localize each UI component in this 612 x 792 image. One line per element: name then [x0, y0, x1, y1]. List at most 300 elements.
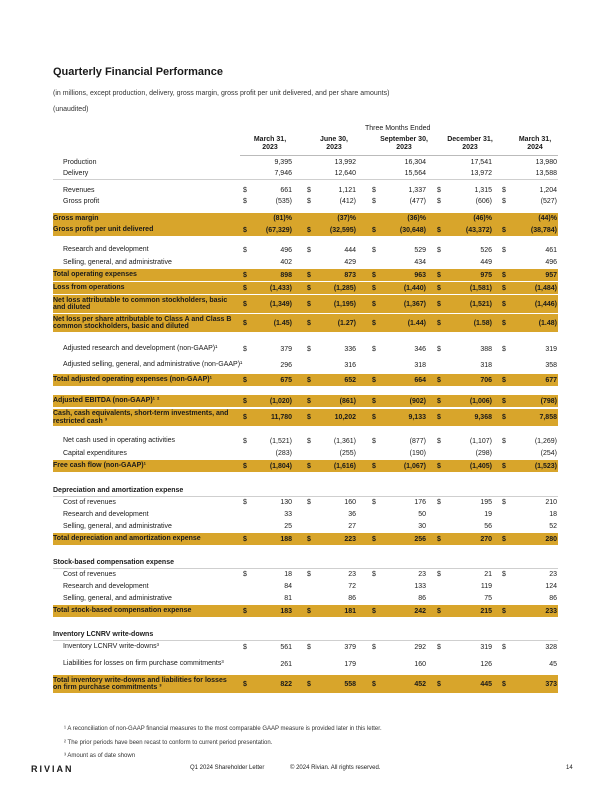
cell-value: (877)	[409, 437, 426, 445]
cell-value: 27	[348, 523, 356, 530]
cell-value: (861)	[339, 397, 356, 405]
cell-value: (902)	[409, 397, 426, 405]
cell-value: 319	[480, 643, 492, 651]
cell-value: 957	[545, 271, 557, 279]
table-row	[53, 168, 558, 180]
table-row	[53, 374, 558, 386]
cell-value: 160	[344, 499, 356, 506]
dollar-sign: $	[372, 414, 376, 421]
cell-value: (1,484)	[534, 284, 557, 292]
dollar-sign: $	[502, 187, 506, 194]
dollar-sign: $	[502, 397, 506, 405]
units-note: (in millions, except production, delivery, gross margin, gross profit per unit delivered, and per share amounts)	[53, 90, 390, 97]
cell-value: 558	[344, 680, 356, 688]
cell-value: 873	[344, 271, 356, 279]
cell-value: 292	[414, 643, 426, 651]
cell-value: (254)	[540, 450, 557, 457]
dollar-sign: $	[307, 680, 311, 688]
cell-value: 379	[344, 643, 356, 651]
dollar-sign: $	[243, 376, 247, 384]
dollar-sign: $	[307, 643, 311, 651]
dollar-sign: $	[502, 437, 506, 445]
cell-value: 13,588	[535, 170, 557, 177]
unaudited-note: (unaudited)	[53, 106, 89, 113]
cell-value: 256	[414, 535, 426, 543]
cell-value: (1,006)	[469, 397, 492, 405]
table-row	[53, 485, 558, 497]
cell-value: (283)	[275, 450, 292, 457]
table-row	[53, 295, 558, 313]
dollar-sign: $	[372, 226, 376, 234]
row-label: Research and development	[63, 510, 149, 518]
dollar-sign: $	[372, 198, 376, 205]
row-label: Adjusted selling, general, and administrative (non-GAAP)¹	[63, 361, 243, 369]
dollar-sign: $	[502, 376, 506, 384]
cell-value: 86	[549, 595, 557, 602]
dollar-sign: $	[437, 680, 441, 688]
row-label: Total inventory write-downs and liabilities for losses on firm purchase commitments ³	[53, 676, 227, 691]
dollar-sign: $	[307, 462, 311, 470]
cell-value: 496	[280, 246, 292, 254]
dollar-sign: $	[372, 535, 376, 543]
dollar-sign: $	[437, 462, 441, 470]
footer-letter: Q1 2024 Shareholder Letter	[190, 765, 265, 771]
row-label: Cost of revenues	[63, 570, 116, 578]
footer-copyright: © 2024 Rivian. All rights reserved.	[290, 765, 381, 771]
row-label: Total operating expenses	[53, 271, 137, 279]
cell-value: 215	[480, 607, 492, 615]
row-label: Adjusted research and development (non-GAAP)¹	[63, 345, 218, 353]
period-header: Three Months Ended	[365, 125, 431, 132]
cell-value: 130	[280, 499, 292, 506]
dollar-sign: $	[437, 643, 441, 651]
table-row	[53, 605, 558, 617]
dollar-sign: $	[243, 397, 247, 405]
cell-value: (1,269)	[534, 437, 557, 445]
table-row	[53, 509, 558, 520]
cell-value: (1,804)	[269, 462, 292, 470]
dollar-sign: $	[372, 319, 376, 327]
cell-value: 429	[344, 259, 356, 266]
cell-value: 675	[280, 376, 292, 384]
dollar-sign: $	[502, 680, 506, 688]
dollar-sign: $	[437, 376, 441, 384]
dollar-sign: $	[372, 376, 376, 384]
table-row	[53, 196, 558, 207]
row-label: Selling, general, and administrative	[63, 522, 172, 530]
dollar-sign: $	[243, 535, 247, 543]
cell-value: 7,858	[539, 414, 557, 421]
dollar-sign: $	[437, 226, 441, 234]
table-row	[53, 269, 558, 281]
dollar-sign: $	[307, 300, 311, 308]
dollar-sign: $	[372, 680, 376, 688]
dollar-sign: $	[372, 187, 376, 194]
dollar-sign: $	[502, 571, 506, 578]
dollar-sign: $	[502, 607, 506, 615]
cell-value: 358	[545, 361, 557, 369]
cell-value: (81)%	[273, 215, 292, 222]
cell-value: 210	[545, 499, 557, 506]
column-header: September 30, 2023	[380, 136, 428, 151]
cell-value: (255)	[339, 450, 356, 457]
row-label: Research and development	[63, 246, 149, 254]
cell-value: 133	[414, 583, 426, 590]
cell-value: 126	[480, 660, 492, 668]
table-row	[53, 395, 558, 407]
cell-value: (1.48)	[538, 319, 557, 327]
dollar-sign: $	[243, 680, 247, 688]
table-row	[53, 185, 558, 196]
row-label: Stock-based compensation expense	[53, 558, 174, 566]
cell-value: 13,980	[535, 159, 557, 166]
cell-value: (1,107)	[469, 437, 492, 445]
dollar-sign: $	[372, 284, 376, 292]
table-row	[53, 655, 558, 673]
table-row	[53, 521, 558, 532]
cell-value: (535)	[275, 198, 292, 205]
cell-value: 16,304	[404, 159, 426, 166]
cell-value: 13,992	[334, 159, 356, 166]
cell-value: (1.45)	[273, 319, 292, 327]
dollar-sign: $	[372, 607, 376, 615]
dollar-sign: $	[437, 246, 441, 254]
dollar-sign: $	[243, 414, 247, 421]
dollar-sign: $	[502, 226, 506, 234]
dollar-sign: $	[307, 187, 311, 194]
column-header: March 31, 2023	[253, 136, 287, 151]
dollar-sign: $	[243, 271, 247, 279]
column-header: December 31, 2023	[447, 136, 493, 151]
cell-value: 75	[484, 595, 492, 602]
cell-value: 179	[344, 660, 356, 668]
cell-value: 23	[418, 571, 426, 578]
cell-value: (1,440)	[403, 284, 426, 292]
cell-value: (1,523)	[534, 462, 557, 470]
cell-value: (46)%	[473, 215, 492, 222]
row-label: Production	[63, 158, 97, 166]
cell-value: 242	[414, 607, 426, 615]
cell-value: 319	[545, 345, 557, 353]
dollar-sign: $	[243, 226, 247, 234]
dollar-sign: $	[307, 376, 311, 384]
table-row	[53, 213, 558, 224]
rivian-logo: RIVIAN	[31, 764, 74, 774]
cell-value: 444	[344, 246, 356, 254]
cell-value: 21	[484, 571, 492, 578]
dollar-sign: $	[307, 535, 311, 543]
cell-value: 223	[344, 535, 356, 543]
column-header: March 31, 2024	[518, 136, 552, 151]
row-label: Net cash used in operating activities	[63, 437, 176, 445]
cell-value: 379	[280, 345, 292, 353]
dollar-sign: $	[243, 571, 247, 578]
cell-value: (1,349)	[269, 300, 292, 308]
cell-value: 10,202	[334, 414, 356, 421]
cell-value: 1,204	[539, 187, 557, 194]
cell-value: 86	[418, 595, 426, 602]
cell-value: 124	[545, 583, 557, 590]
row-label: Total adjusted operating expenses (non-GAAP)¹	[53, 376, 212, 384]
cell-value: (412)	[339, 198, 356, 205]
dollar-sign: $	[307, 499, 311, 506]
cell-value: 17,541	[470, 159, 492, 166]
dollar-sign: $	[243, 643, 247, 651]
cell-value: 270	[480, 535, 492, 543]
cell-value: 176	[414, 499, 426, 506]
cell-value: 1,315	[474, 187, 492, 194]
row-label: Delivery	[63, 169, 89, 177]
cell-value: (1,067)	[403, 462, 426, 470]
cell-value: (1.27)	[337, 319, 356, 327]
cell-value: (1,581)	[469, 284, 492, 292]
row-label: Adjusted EBITDA (non-GAAP)¹ ²	[53, 397, 160, 405]
cell-value: 402	[280, 259, 292, 266]
table-row	[53, 257, 558, 268]
dollar-sign: $	[502, 319, 506, 327]
cell-value: 318	[414, 361, 426, 369]
dollar-sign: $	[243, 198, 247, 205]
cell-value: (67,329)	[265, 226, 292, 234]
dollar-sign: $	[307, 345, 311, 353]
cell-value: 84	[284, 583, 292, 590]
cell-value: 233	[545, 607, 557, 615]
dollar-sign: $	[372, 462, 376, 470]
cell-value: 1,337	[408, 187, 426, 194]
row-label: Depreciation and amortization expense	[53, 486, 184, 494]
cell-value: 11,780	[270, 414, 292, 421]
cell-value: (527)	[540, 198, 557, 205]
dollar-sign: $	[243, 284, 247, 292]
cell-value: (1,433)	[269, 284, 292, 292]
cell-value: 296	[280, 361, 292, 369]
cell-value: 373	[545, 680, 557, 688]
cell-value: (1,521)	[469, 300, 492, 308]
table-row	[53, 533, 558, 545]
footnote-1: ¹ A reconciliation of non-GAAP financial measures to the most comparable GAAP measure is provided later in this letter.	[64, 726, 382, 732]
dollar-sign: $	[437, 437, 441, 445]
dollar-sign: $	[307, 198, 311, 205]
dollar-sign: $	[437, 607, 441, 615]
cell-value: 434	[414, 259, 426, 266]
table-row	[53, 497, 558, 508]
dollar-sign: $	[502, 643, 506, 651]
cell-value: 452	[414, 680, 426, 688]
dollar-sign: $	[372, 571, 376, 578]
row-label: Net loss attributable to common stockholders, basic and diluted	[53, 296, 228, 311]
cell-value: 52	[549, 523, 557, 530]
column-header: June 30, 2023	[319, 136, 348, 151]
table-row	[53, 358, 558, 372]
row-label: Inventory LCNRV write-downs	[53, 630, 154, 638]
cell-value: (1,616)	[333, 462, 356, 470]
dollar-sign: $	[307, 284, 311, 292]
cell-value: (1,361)	[333, 437, 356, 445]
table-row	[53, 244, 558, 256]
cell-value: 195	[480, 499, 492, 506]
cell-value: (1,521)	[269, 437, 292, 445]
cell-value: 461	[545, 246, 557, 254]
table-row	[53, 569, 558, 580]
dollar-sign: $	[502, 246, 506, 254]
footnote-2: ² The prior periods have been recast to conform to current period presentation.	[64, 740, 273, 746]
cell-value: 12,640	[334, 170, 356, 177]
cell-value: 316	[344, 361, 356, 369]
table-row	[53, 157, 558, 168]
table-row	[53, 581, 558, 592]
cell-value: 898	[280, 271, 292, 279]
cell-value: 23	[549, 571, 557, 578]
footnote-3: ³ Amount as of date shown	[64, 753, 136, 759]
cell-value: 160	[414, 660, 426, 668]
dollar-sign: $	[437, 499, 441, 506]
dollar-sign: $	[437, 271, 441, 279]
cell-value: 328	[545, 643, 557, 651]
cell-value: (1,446)	[534, 300, 557, 308]
table-row	[53, 448, 558, 459]
dollar-sign: $	[437, 319, 441, 327]
dollar-sign: $	[437, 345, 441, 353]
cell-value: 822	[280, 680, 292, 688]
cell-value: 13,972	[470, 170, 492, 177]
dollar-sign: $	[502, 345, 506, 353]
dollar-sign: $	[307, 319, 311, 327]
row-label: Inventory LCNRV write-downs³	[63, 643, 159, 651]
dollar-sign: $	[502, 300, 506, 308]
cell-value: 15,564	[404, 170, 426, 177]
dollar-sign: $	[307, 414, 311, 421]
cell-value: (38,784)	[530, 226, 557, 234]
row-label: Cost of revenues	[63, 498, 116, 506]
dollar-sign: $	[502, 499, 506, 506]
cell-value: (30,648)	[399, 226, 426, 234]
cell-value: (36)%	[407, 215, 426, 222]
row-label: Gross profit	[63, 197, 100, 205]
cell-value: 261	[280, 660, 292, 668]
cell-value: 336	[344, 345, 356, 353]
cell-value: 706	[480, 376, 492, 384]
cell-value: 388	[480, 345, 492, 353]
header-rule	[240, 155, 558, 156]
cell-value: 975	[480, 271, 492, 279]
cell-value: 50	[418, 511, 426, 518]
cell-value: 19	[484, 511, 492, 518]
cell-value: 346	[414, 345, 426, 353]
table-row	[53, 314, 558, 332]
cell-value: 181	[344, 607, 356, 615]
cell-value: 496	[545, 259, 557, 266]
cell-value: 18	[549, 511, 557, 518]
cell-value: 18	[284, 571, 292, 578]
cell-value: (606)	[475, 198, 492, 205]
dollar-sign: $	[307, 226, 311, 234]
row-label: Cash, cash equivalents, short-term investments, and restricted cash ³	[53, 410, 229, 425]
dollar-sign: $	[372, 300, 376, 308]
cell-value: (1.58)	[473, 319, 492, 327]
cell-value: (298)	[475, 450, 492, 457]
dollar-sign: $	[372, 643, 376, 651]
cell-value: (190)	[409, 450, 426, 457]
dollar-sign: $	[307, 607, 311, 615]
table-row	[53, 641, 558, 653]
dollar-sign: $	[502, 198, 506, 205]
cell-value: 7,946	[274, 170, 292, 177]
cell-value: 445	[480, 680, 492, 688]
cell-value: 526	[480, 246, 492, 254]
dollar-sign: $	[502, 462, 506, 470]
cell-value: 23	[348, 571, 356, 578]
row-label: Free cash flow (non-GAAP)¹	[53, 462, 146, 470]
dollar-sign: $	[307, 397, 311, 405]
cell-value: 183	[280, 607, 292, 615]
cell-value: (1.44)	[407, 319, 426, 327]
dollar-sign: $	[502, 271, 506, 279]
dollar-sign: $	[372, 437, 376, 445]
table-row	[53, 435, 558, 447]
dollar-sign: $	[372, 345, 376, 353]
dollar-sign: $	[372, 397, 376, 405]
dollar-sign: $	[307, 271, 311, 279]
cell-value: (1,367)	[403, 300, 426, 308]
table-row	[53, 629, 558, 641]
row-label: Capital expenditures	[63, 449, 127, 457]
cell-value: (1,195)	[333, 300, 356, 308]
row-label: Total depreciation and amortization expense	[53, 535, 201, 543]
cell-value: 72	[348, 583, 356, 590]
dollar-sign: $	[307, 246, 311, 254]
page-title: Quarterly Financial Performance	[53, 66, 223, 78]
cell-value: 9,395	[274, 159, 292, 166]
dollar-sign: $	[502, 414, 506, 421]
row-label: Gross profit per unit delivered	[53, 226, 154, 234]
cell-value: (1,285)	[333, 284, 356, 292]
cell-value: 661	[280, 187, 292, 194]
cell-value: 25	[284, 523, 292, 530]
dollar-sign: $	[243, 499, 247, 506]
row-label: Selling, general, and administrative	[63, 258, 172, 266]
cell-value: 963	[414, 271, 426, 279]
page-number: 14	[566, 765, 573, 771]
table-row	[53, 460, 558, 472]
cell-value: (477)	[409, 198, 426, 205]
table-row	[53, 675, 558, 693]
row-label: Net loss per share attributable to Class A and Class B common stockholders, basic and diluted	[53, 315, 232, 330]
dollar-sign: $	[437, 535, 441, 543]
dollar-sign: $	[502, 284, 506, 292]
cell-value: 45	[549, 660, 557, 668]
cell-value: (1,405)	[469, 462, 492, 470]
cell-value: 9,133	[408, 414, 426, 421]
row-label: Total stock-based compensation expense	[53, 607, 192, 615]
dollar-sign: $	[243, 246, 247, 254]
dollar-sign: $	[243, 300, 247, 308]
cell-value: 664	[414, 376, 426, 384]
table-row	[53, 342, 558, 356]
cell-value: (32,595)	[329, 226, 356, 234]
dollar-sign: $	[372, 499, 376, 506]
dollar-sign: $	[243, 437, 247, 445]
cell-value: 188	[280, 535, 292, 543]
table-row	[53, 557, 558, 569]
dollar-sign: $	[502, 535, 506, 543]
cell-value: (1,020)	[269, 397, 292, 405]
cell-value: 30	[418, 523, 426, 530]
dollar-sign: $	[437, 397, 441, 405]
cell-value: 81	[284, 595, 292, 602]
dollar-sign: $	[243, 462, 247, 470]
row-label: Liabilities for losses on firm purchase commitments³	[63, 660, 224, 668]
table-row	[53, 593, 558, 604]
